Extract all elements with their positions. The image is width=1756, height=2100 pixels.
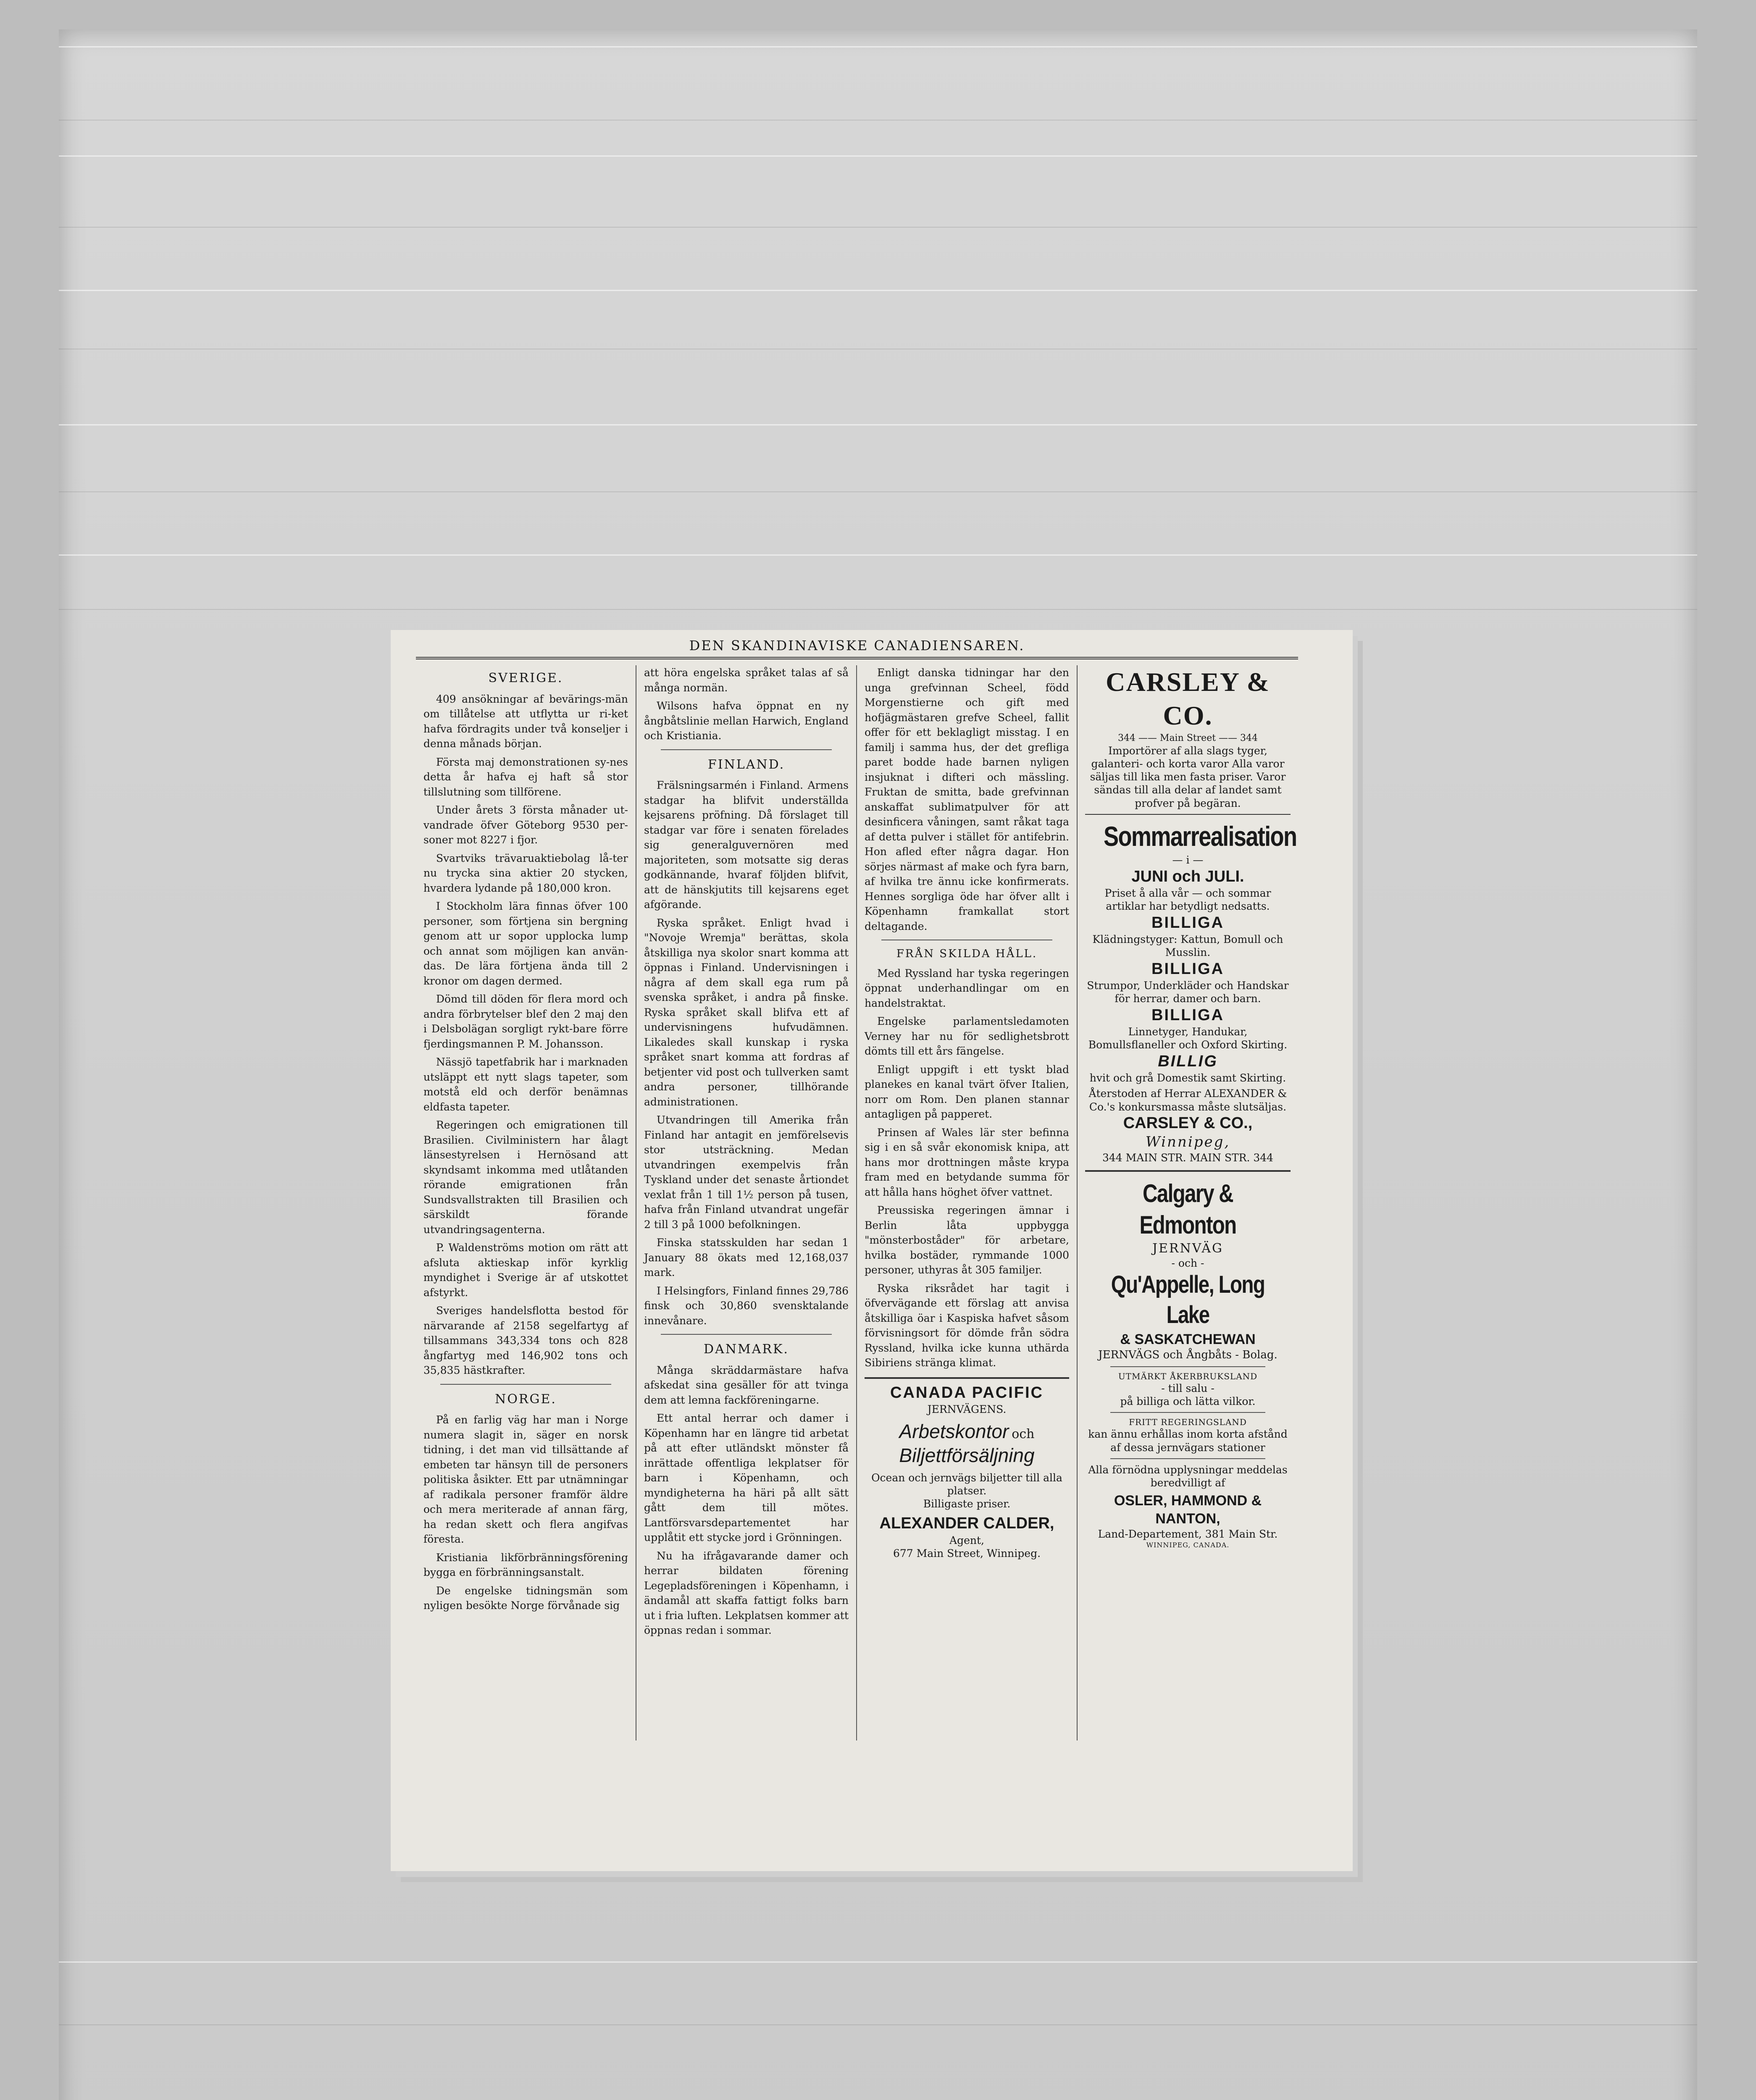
section-title-skilda: FRÅN SKILDA HÅLL.: [896, 948, 1038, 960]
article-paragraph: 409 ansökningar af bevärings-män om tillåtelse att utflytta ur ri-ket hafva fördragits under två konseljer i denna månads början.: [423, 693, 628, 750]
ad-address: 677 Main Street, Winnipeg.: [893, 1547, 1041, 1560]
ad-text: hvit och grå Domestik samt Skirting.: [1089, 1072, 1286, 1084]
section-title-danmark: DANMARK.: [704, 1342, 789, 1357]
section-title-norge: NORGE.: [495, 1391, 557, 1407]
article-paragraph: Preussiska regeringen ämnar i Berlin låta uppbygga "mönsterboståder" för arbetare, hvilka bostäder, rymmande 1000 personer, uthyras åt 305 familjer.: [865, 1204, 1069, 1276]
ad-city: Winnipeg,: [1145, 1134, 1230, 1151]
article-paragraph: Kristiania likförbränningsförening bygga en förbränningsanstalt.: [423, 1551, 628, 1579]
article-paragraph: Prinsen af Wales lär ster befinna sig i en så svår ekonomisk knipa, att hans mor drottningen måste krypa fram med en betydande summa för att hålla hans höghet öfver vattnet.: [865, 1126, 1069, 1198]
column-3: [857, 665, 1078, 1740]
ad-arbetskontor: Arbetskontor: [899, 1420, 1009, 1442]
ad-text: Alla förnödna upplysningar meddelas beredvilligt af: [1088, 1463, 1288, 1489]
article-paragraph: Dömd till döden för flera mord och andra förbrytelser blef den 2 maj den i Delsbolägan sorgligt rykt-bare förre fjerdingsmannen P. M. Johansson.: [423, 993, 628, 1050]
ad-text: - till salu -: [1161, 1382, 1214, 1394]
ad-text: kan ännu erhållas inom korta afstånd af dessa jernvägars stationer: [1088, 1428, 1288, 1454]
canada-pacific-ad: [865, 1383, 1069, 1560]
section-title-finland: FINLAND.: [707, 757, 785, 772]
newspaper-page: [391, 630, 1353, 1871]
columns: [416, 665, 1298, 1740]
ad-text: Billigaste priser.: [923, 1498, 1011, 1510]
article-paragraph: Regeringen och emigrationen till Brasilien. Civilministern har ålagt länsestyrelsen i Hernösand att skyndsamt inkomma med utlåtanden rörande emigrationen från Sundsvallstrakten till Brasilien och särskildt förande utvandringsagenterna.: [423, 1119, 628, 1236]
article-paragraph: Första maj demonstrationen sy-nes detta år hafva ej haft så stor tillslutning som tillförene.: [423, 756, 628, 798]
ad-text: UTMÄRKT ÅKERBRUKSLAND: [1118, 1371, 1258, 1381]
ad-text: JERNVÄG: [1152, 1241, 1224, 1256]
ad-headline: CANADA PACIFIC: [890, 1383, 1044, 1402]
ad-text: på billiga och lätta vilkor.: [1120, 1395, 1256, 1407]
divider: [440, 1384, 611, 1385]
divider: [661, 1334, 832, 1335]
article-paragraph: Många skräddarmästare hafva afskedat sina gesäller för att tvinga dem att lemna fackföreningarne.: [644, 1364, 849, 1406]
article-paragraph: Finska statsskulden har sedan 1 January 88 ökats med 12,168,037 mark.: [644, 1236, 849, 1279]
article-paragraph: Enligt danska tidningar har den unga grefvinnan Scheel, född Morgenstierne och gift med hofjägmästaren grefve Scheel, fallit offer för ett beklagligt misstag. I en familj i samma hus, der det grefliga paret bodde hade barnen nyligen insjuknat i difteri och mässling. Fruktan de smitta, bade grefvinnan anskaffat sublimatpulver för att desinficera våningen, samt råkat taga af detta pulver i stället för antifebrin. Hon afled efter några dagar. Hon sörjes närmast af make och fyra barn, af hvilka tre ännu icke konfirmerats. Hennes sorgliga öde har öfver allt i Köpenhamn framkallat stort deltagande.: [865, 667, 1069, 932]
article-paragraph: Nu ha ifrågavarande damer och herrar bildaten förening Legepladsföreningen i Köpenhamn, i ändamål att skaffa fattigt folks barn ut i fria luften. Lekplatsen kommer att öppnas redan i sommar.: [644, 1549, 849, 1637]
ad-text: Importörer af alla slags tyger, galanteri- och korta varor Alla varor säljas till lika men fasta priser. Varor sändas till alla delar af landet samt profver på begäran.: [1090, 744, 1286, 809]
railway-ad: [1085, 1178, 1291, 1549]
article-paragraph: Ett antal herrar och damer i Köpenhamn har en längre tid arbetat på att efter utländskt mönster få inrättade offentliga lekplatser för barn i Köpenhamn, och myndigheterna ha häri på allt sätt gått dem till mötes. Lantförsvarsdepartementet har upplåtit ett stycke jord i Grönningen.: [644, 1412, 849, 1544]
ad-address: 344 —— Main Street —— 344: [1117, 733, 1258, 743]
masthead: DEN SKANDINAVISKE CANADIENSAREN.: [416, 638, 1298, 659]
ad-calgary: Calgary & Edmonton: [1139, 1179, 1236, 1239]
article-paragraph: I Helsingfors, Finland finnes 29,786 finsk och 30,860 svensktalande innevånare.: [644, 1284, 849, 1327]
ad-billig: BILLIG: [1158, 1052, 1218, 1070]
article-paragraph: Frälsningsarmén i Finland. Armens stadgar ha blifvit underställda kejsarens pröfning. Då förslaget till stadgar var före i senaten förelades sig generalguvernören med majoriteten, som motsatte sig deras godkännande, hvaraf följden blifvit, att de hänskjutits till kejsarens eget afgörande.: [644, 779, 849, 911]
article-paragraph: Utvandringen till Amerika från Finland har antagit en jemförelsevis stor utsträckning. Medan utvandringen exempelvis från Tyskland under det senaste årtiondet vexlat från 1 till 1½ person på tusen, hafva från Finland utvandrat ungefär 2 till 3 på 1000 befolkningen.: [644, 1114, 849, 1231]
ad-text: - och -: [1171, 1257, 1204, 1269]
ad-quappelle: Qu'Appelle, Long Lake: [1111, 1270, 1265, 1329]
ad-text: FRITT REGERINGSLAND: [1129, 1417, 1247, 1428]
ad-text: Priset å alla vår — och sommar artiklar har betydligt nedsatts.: [1104, 887, 1271, 913]
section-title-sverige: SVERIGE.: [488, 671, 563, 685]
article-paragraph: P. Waldenströms motion om rätt att afsluta aktieskap inför kyrklig myndighet i Sverige är af utskottet afstyrkt.: [423, 1242, 628, 1299]
ad-agent-name: ALEXANDER CALDER,: [879, 1515, 1054, 1533]
ad-months: JUNI och JULI.: [1131, 867, 1244, 885]
ad-billiga: BILLIGA: [1151, 960, 1224, 978]
ad-osler: OSLER, HAMMOND & NANTON,: [1114, 1493, 1262, 1527]
article-paragraph: Nässjö tapetfabrik har i marknaden utsläppt ett nytt slags tapeter, som motstå eld och derför benämnas eldfasta tapeter.: [423, 1056, 628, 1113]
ad-text: Klädningstyger: Kattun, Bomull och Musslin.: [1092, 933, 1283, 959]
ad-address: 344 MAIN STR. MAIN STR. 344: [1102, 1151, 1274, 1164]
column-4: [1078, 665, 1298, 1740]
ad-text: Återstoden af Herrar ALEXANDER & Co.'s konkursmassa måste slutsäljas.: [1088, 1087, 1287, 1113]
carsley-ad: [1085, 665, 1297, 1164]
article-paragraph: Under årets 3 första månader ut-vandrade öfver Göteborg 9530 per-soner mot 8227 i fjor.: [423, 804, 628, 846]
ad-text: Linnetyger, Handukar, Bomullsflaneller och Oxford Skirting.: [1088, 1026, 1288, 1051]
article-paragraph: De engelske tidningsmän som nyligen besökte Norge förvånade sig: [423, 1584, 628, 1612]
ad-biljettforsaljning: Biljettförsäljning: [899, 1444, 1035, 1467]
ad-billiga: BILLIGA: [1151, 1006, 1224, 1024]
article-paragraph: att höra engelska språket talas af så många normän.: [644, 667, 849, 694]
ad-text: Land-Departement, 381 Main Str.: [1098, 1528, 1278, 1541]
article-paragraph: Enligt uppgift i ett tyskt blad planekes en kanal tvärt öfver Italien, norr om Rom. Den planen stannar antagligen på papperet.: [865, 1063, 1069, 1121]
divider: [661, 749, 832, 750]
ad-text: JERNVÄGS och Ångbåts - Bolag.: [1098, 1349, 1278, 1362]
column-1: [416, 665, 636, 1740]
ad-sommarrealisation: Sommarrealisation: [1104, 820, 1297, 852]
article-paragraph: Svartviks trävaruaktiebolag lå-ter nu trycka sina aktier 20 stycken, hvardera lydande på 180,000 kron.: [423, 852, 628, 894]
ad-text: — i —: [1172, 854, 1204, 866]
article-paragraph: Med Ryssland har tyska regeringen öppnat underhandlingar om en handelstraktat.: [865, 967, 1069, 1009]
article-paragraph: Ryska riksrådet har tagit i öfvervägande ett förslag att anvisa åtskilliga öar i Kaspiska hafvet såsom förvisningsort för dömde från södra Ryssland, hvilka icke kunna uthärda Sibiriens stränga klimat.: [865, 1282, 1069, 1369]
column-2: [636, 665, 857, 1740]
ad-billiga: BILLIGA: [1151, 914, 1224, 932]
ad-saskatchewan: & SASKATCHEWAN: [1120, 1331, 1256, 1347]
divider: [865, 1377, 1069, 1379]
ad-carsley-footer: CARSLEY & CO.,: [1123, 1114, 1253, 1132]
article-paragraph: Wilsons hafva öppnat en ny ångbåtslinie mellan Harwich, England och Kristiania.: [644, 700, 849, 742]
ad-agent-title: Agent,: [949, 1534, 984, 1546]
article-paragraph: Engelske parlamentsledamoten Verney har nu för sedlighetsbrott dömts till ett års fängelse.: [865, 1015, 1069, 1058]
article-paragraph: Ryska språket. Enligt hvad i "Novoje Wremja" berättas, skola åtskilliga nya skolor snart komma att öppnas i Finland. Undervisningen i några af dem skall ega rum på svenska språket, i andra på finske. Ryska språket skall blifva ett af undervisningens hufvudämnen. Likaledes skall kunskap i ryska språket snart komma att fordras af betjenter vid post och tullverken samt andra personer, tillhörande administrationen.: [644, 916, 849, 1108]
ad-text: WINNIPEG, CANADA.: [1146, 1541, 1230, 1549]
ad-och: och: [1012, 1426, 1035, 1441]
article-paragraph: I Stockholm lära finnas öfver 100 personer, som förtjena sin bergning genom att ur sopor upplocka lump och annat som möjligen kan använ-das. De lära förtjena ända till 2 kronor om dagen dermed.: [423, 900, 628, 987]
ad-headline: CARSLEY & CO.: [1106, 667, 1270, 730]
ad-text: Strumpor, Underkläder och Handskar för herrar, damer och barn.: [1087, 979, 1289, 1005]
ad-subheadline: JERNVÄGENS.: [927, 1403, 1007, 1416]
article-paragraph: Sveriges handelsflotta bestod för närvarande af 2158 segelfartyg af tillsammans 343,334 tons och 828 ångfartyg med 146,902 tons och 35,835 hästkrafter.: [423, 1305, 628, 1377]
ad-text: Ocean och jernvägs biljetter till alla platser.: [871, 1471, 1062, 1497]
article-paragraph: På en farlig väg har man i Norge numera slagit in, säger en norsk tidning, i det man vid tillsättande af embeten tar hänsyn till de personers politiska åsikter. Ett par utnämningar af radikala personer framför äldre och mera meriterade af annan färg, ha redan skett och flera angifvas föresta.: [423, 1414, 628, 1546]
